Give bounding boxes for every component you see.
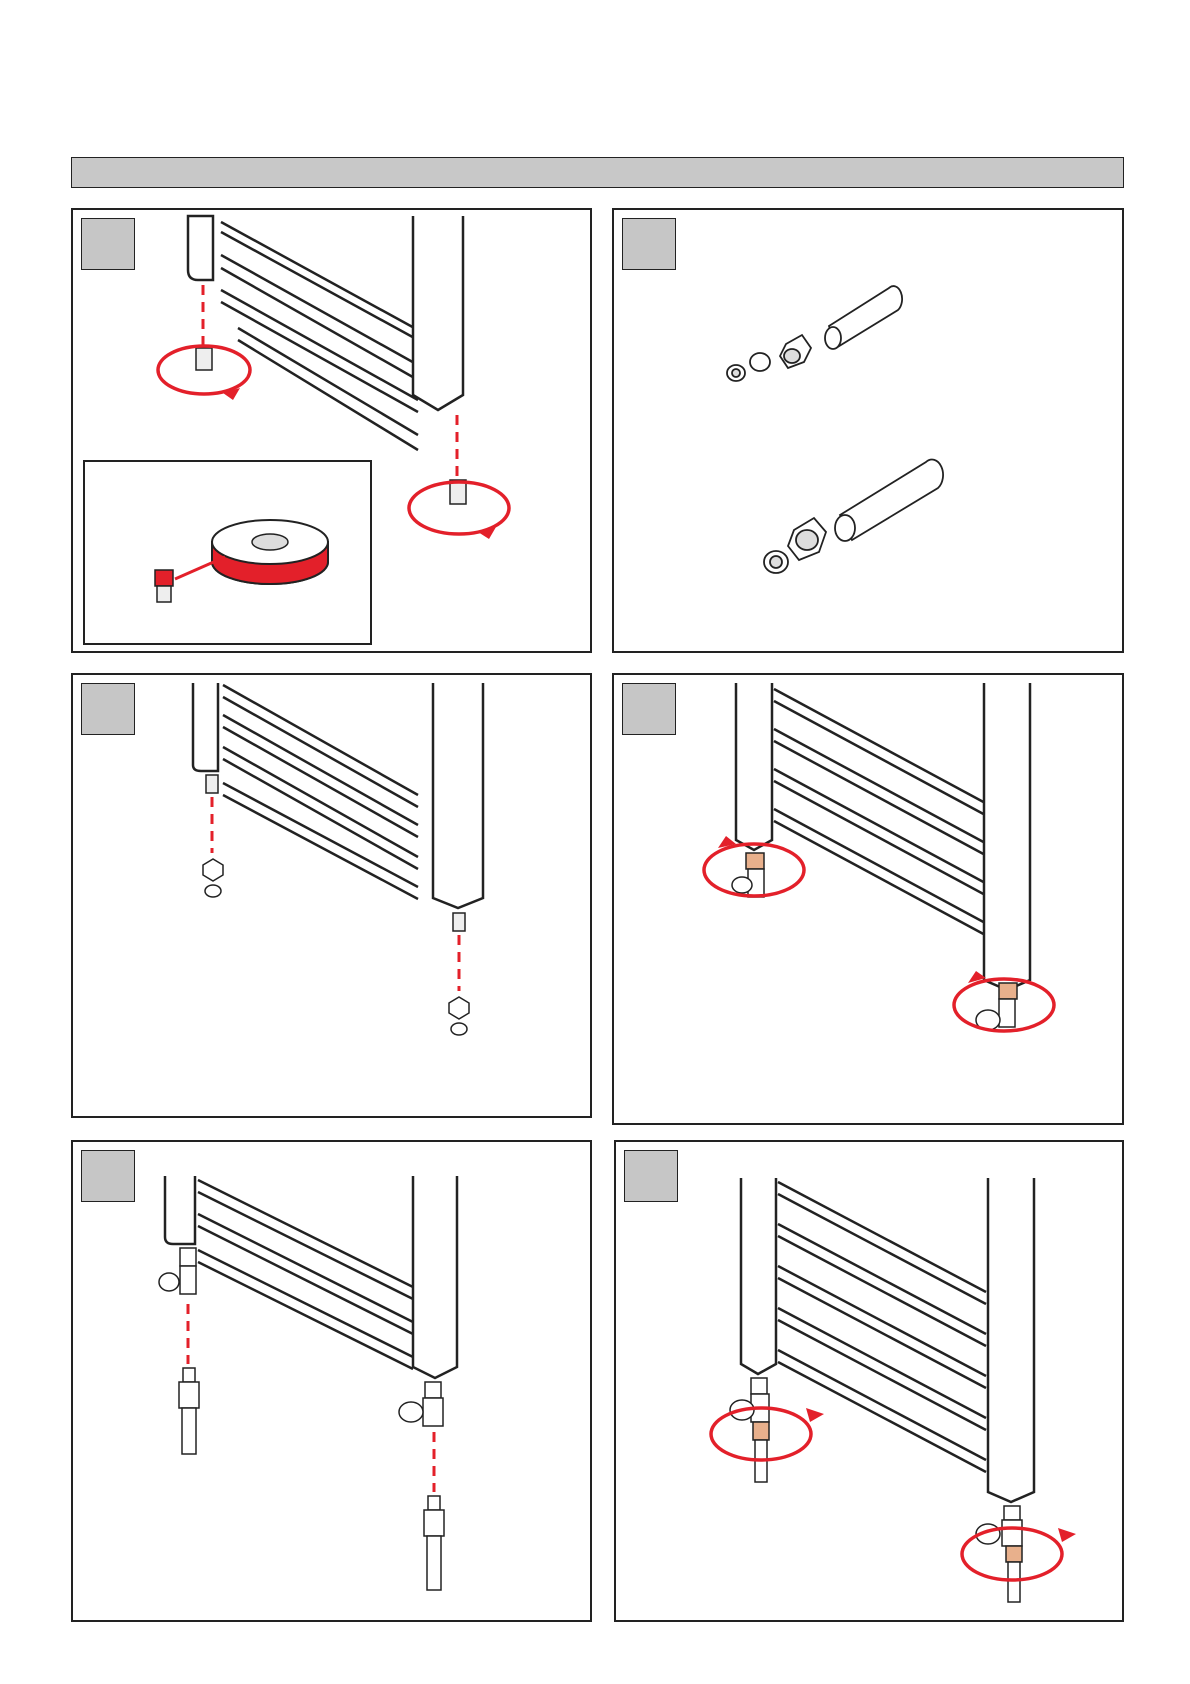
radiator-tightening-illustration-6 <box>616 1142 1124 1622</box>
step-panel-5 <box>71 1140 592 1622</box>
tape-detail-inset <box>83 460 372 645</box>
step-panel-1 <box>71 208 592 653</box>
compression-fittings-illustration <box>614 210 1124 653</box>
radiator-valves-illustration-4 <box>614 675 1124 1125</box>
step-panel-3 <box>71 673 592 1118</box>
step-number-box-5 <box>81 1150 135 1202</box>
step-panel-4 <box>612 673 1124 1125</box>
ptfe-tape-illustration <box>85 462 370 643</box>
step-number-box-4 <box>622 683 676 735</box>
step-number-box-2 <box>622 218 676 270</box>
step-number-box-1 <box>81 218 135 270</box>
section-header-bar <box>71 157 1124 188</box>
step-number-box-3 <box>81 683 135 735</box>
step-panel-2 <box>612 208 1124 653</box>
step-number-box-6 <box>624 1150 678 1202</box>
radiator-illustration-3 <box>73 675 592 1118</box>
step-panel-6 <box>614 1140 1124 1622</box>
radiator-pipe-connection-illustration-5 <box>73 1142 592 1622</box>
